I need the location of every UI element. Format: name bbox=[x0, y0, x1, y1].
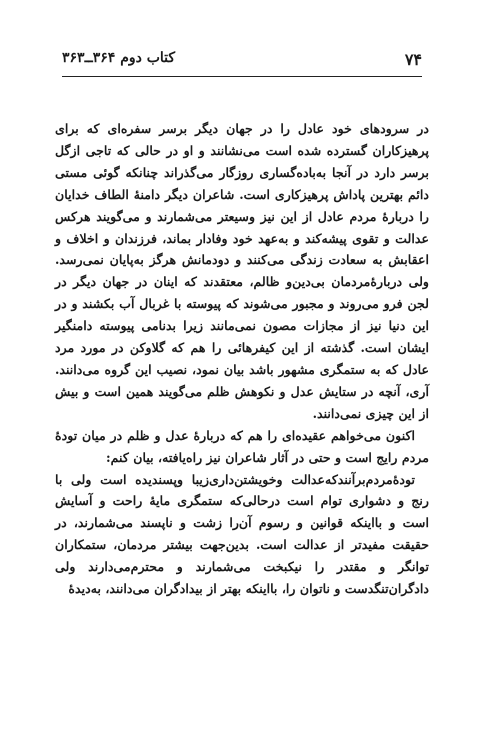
running-head: کتاب دوم ۳۶۴ــ۳۶۳ bbox=[62, 50, 176, 66]
header-rule bbox=[62, 76, 422, 77]
paragraph: اکنون می‌خواهم عقیده‌ای را هم که دربارهٔ عدل و ظلم در میان تودهٔ مردم رایج است و حتی در آثار شاعران نیز راه‌یافته، بیان کنم: bbox=[55, 427, 429, 465]
page-number: ۷۴ bbox=[404, 50, 422, 69]
paragraph: در سرودهای خود عادل را در جهان دیگر برسر سفره‌ای که برای پرهیزکاران گسترده شده است می‌نشانند و او در حالی که تاجی ازگل برسر دارد در آنجا به‌باده‌گساری روزگار می‌گذراند چنانکه گوئی مستی دائم بهترین پاداش پرهیزکاری است. شاعران دیگر دامنهٔ الطاف خدایان را دربارهٔ مردم عادل از این نیز وسیعتر می‌شمارند و می‌گویند هرکس عدالت و تقوی پیشه‌کند و به‌عهد خود وفادار بماند، فرزندان و اخلاف و اعقابش به سعادت زندگی می‌کنند و دودمانش هرگز به‌پایان نمی‌رسد. ولی دربارهٔ‌مردمان بی‌دین‌و ظالم، معتقدند که اینان در جهان دیگر در لجن فرو می‌روند و مجبور می‌شوند که پیوسته با غربال آب بکشند و در این دنیا نیز از مجازات مصون نمی‌مانند زیرا بدنامی پیوسته دامنگیر ایشان است. گذشته از این کیفرهائی را هم که گلاوکن در مورد مرد عادل که به ستمگری مشهور باشد بیان نمود، نصیب این گروه می‌دانند. آری، آنچه در ستایش عدل و نکوهش ظلم می‌گویند همین است و بیش از این چیزی نمی‌دانند. bbox=[55, 121, 429, 421]
paragraph: تودهٔ‌مردم‌برآنندکه‌عدالت وخویشتن‌داری‌زیبا وپسندیده است ولی با رنج و دشواری توام است درحالی‌که ستمگری مایهٔ راحت و آسایش است و بااینکه قوانین و رسوم آن‌را زشت و ناپسند می‌شمارند، در حقیقت مفیدتر از عدالت است. بدین‌جهت بیشتر مردمان، ستمکاران توانگر و مقتدر را نیکبخت می‌شمارند و محترم‌می‌دارند ولی دادگران‌تنگدست و ناتوان را، بااینکه بهتر از بیدادگران می‌دانند، به‌دیدهٔ bbox=[55, 471, 429, 597]
body-text bbox=[55, 118, 429, 600]
page-header bbox=[62, 46, 422, 80]
